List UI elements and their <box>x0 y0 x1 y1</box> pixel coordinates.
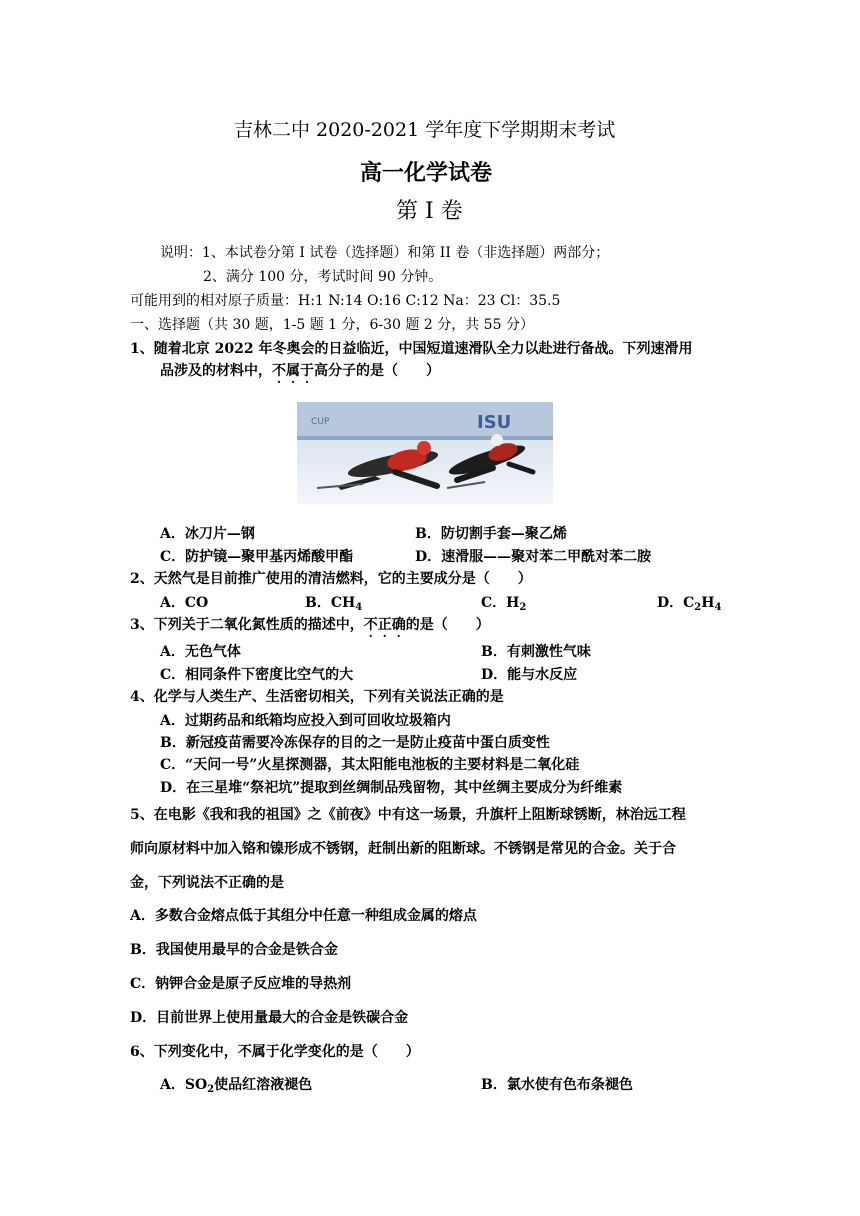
q3-stem: 3、下列关于二氧化氮性质的描述中，不正确的是（ ） <box>130 617 490 633</box>
q1-stem-line-2: 品涉及的材料中，不属于高分子的是（ ） <box>160 363 440 379</box>
q4-option-b: B．新冠疫苗需要冷冻保存的目的之一是防止疫苗中蛋白质变性 <box>160 735 550 751</box>
emphasis-char: 属 <box>286 363 300 379</box>
q2-option-a: A．CO <box>160 595 209 611</box>
q1-option-c: C．防护镜—聚甲基丙烯酸甲酯 <box>160 549 354 565</box>
q3-option-a: A．无色气体 <box>160 644 241 660</box>
instructions-line-2: 2、满分 100 分，考试时间 90 分钟。 <box>203 269 443 285</box>
q1-option-b: B．防切割手套—聚乙烯 <box>415 526 567 542</box>
q5-stem-line-2: 师向原材料中加入铬和镍形成不锈钢，赶制出新的阻断球。不锈钢是常见的合金。关于合 <box>130 841 676 857</box>
school-title: 吉林二中 2020-2021 学年度下学期期末考试 <box>234 119 616 141</box>
instructions-line-1: 说明：1、本试卷分第 I 试卷（选择题）和第 II 卷（非选择题）两部分； <box>160 245 610 261</box>
speed-skating-photo <box>297 402 553 504</box>
emphasis-char: 正 <box>377 617 392 633</box>
section-heading: 一、选择题（共 30 题，1-5 题 1 分，6-30 题 2 分，共 55 分） <box>130 317 534 333</box>
subject-title: 高一化学试卷 <box>360 160 493 186</box>
q5-option-c: C．钠钾合金是原子反应堆的导热剂 <box>130 976 352 992</box>
q4-option-c: C．“天问一号”火星探测器，其太阳能电池板的主要材料是二氧化硅 <box>160 757 580 773</box>
q1-stem-line-1: 1、随着北京 2022 年冬奥会的日益临近，中国短道速滑队全力以赴进行备战。下列速滑用 <box>130 341 693 357</box>
emphasis-char: 不 <box>272 363 286 379</box>
q5-stem-line-3: 金，下列说法不正确的是 <box>130 875 284 891</box>
image-text-isu: ISU <box>477 412 512 433</box>
q4-option-a: A．过期药品和纸箱均应投入到可回收垃圾箱内 <box>160 713 451 729</box>
q3-option-b: B．有刺激性气味 <box>481 644 591 660</box>
q4-option-d: D．在三星堆“祭祀坑”提取到丝绸制品残留物，其中丝绸主要成分为纤维素 <box>160 780 623 796</box>
emphasis-char: 于 <box>300 363 314 379</box>
q4-stem: 4、化学与人类生产、生活密切相关，下列有关说法正确的是 <box>130 689 504 705</box>
atomic-masses: 可能用到的相对原子质量：H:1 N:14 O:16 C:12 Na：23 Cl：35.5 <box>130 293 561 309</box>
q6-option-a: A．$SO_2$使品红溶液褪色 <box>160 1077 313 1095</box>
q3-option-c: C．相同条件下密度比空气的大 <box>160 667 354 683</box>
q3-option-d: D．能与水反应 <box>481 667 578 683</box>
q5-option-d: D．目前世界上使用量最大的合金是铁碳合金 <box>130 1010 409 1026</box>
emphasis-char: 不 <box>363 617 378 633</box>
q2-option-d: D．$C_2H_4$ <box>657 595 722 613</box>
q6-stem: 6、下列变化中，不属于化学变化的是（ ） <box>130 1044 420 1060</box>
q1-option-d: D．速滑服——聚对苯二甲酰对苯二胺 <box>415 549 652 565</box>
image-text-cup: CUP <box>311 417 330 427</box>
q6-option-b: B．氯水使有色布条褪色 <box>481 1077 633 1093</box>
q1-option-a: A．冰刀片—钢 <box>160 526 255 542</box>
q2-option-c: C．$H_2$ <box>481 595 527 613</box>
q5-option-b: B．我国使用最早的合金是铁合金 <box>130 942 338 958</box>
q5-option-a: A．多数合金熔点低于其组分中任意一种组成金属的熔点 <box>130 908 477 924</box>
q5-stem-line-1: 5、在电影《我和我的祖国》之《前夜》中有这一场景，升旗杆上阻断球锈断，林治远工程 <box>130 807 686 823</box>
volume-title: 第 I 卷 <box>396 199 463 224</box>
emphasis-char: 确 <box>391 617 406 633</box>
q2-option-b: B．$CH_4$ <box>305 595 363 613</box>
q2-stem: 2、天然气是目前推广使用的清洁燃料，它的主要成分是（ ） <box>130 571 532 587</box>
